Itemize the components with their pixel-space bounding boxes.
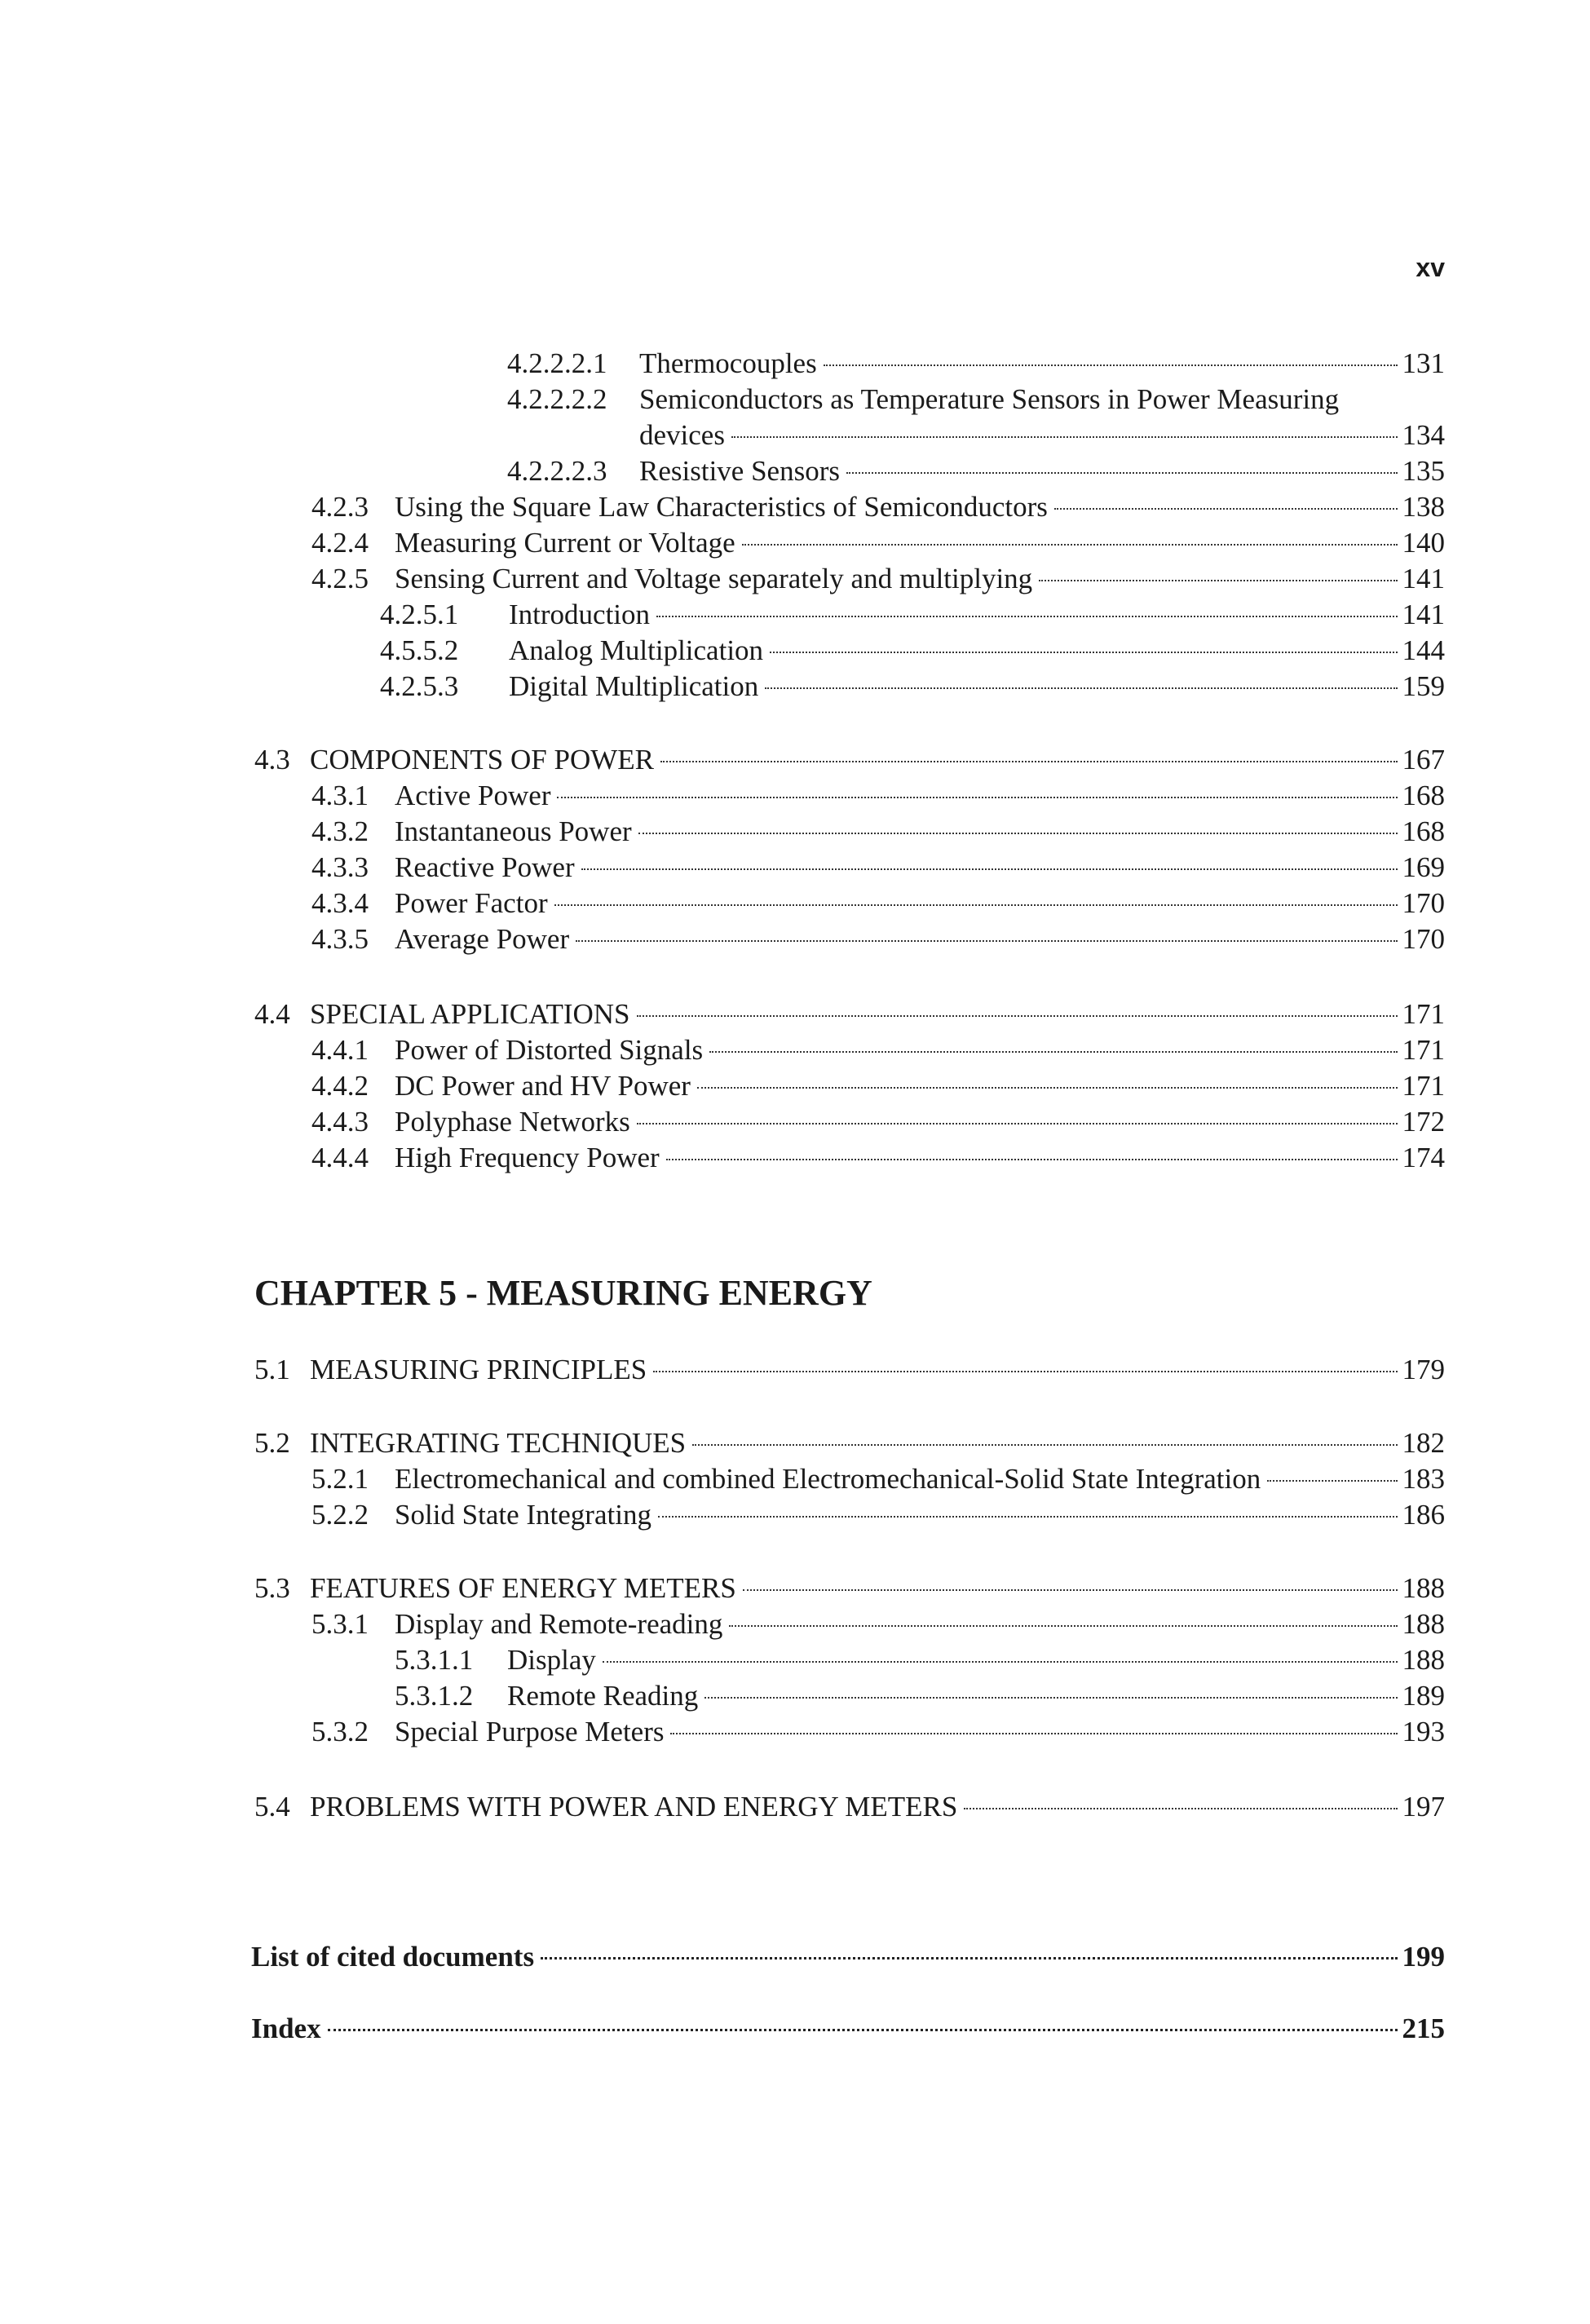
toc-entry-number: 4.2.2.2.1 — [507, 347, 607, 379]
dot-leader — [666, 1159, 1398, 1160]
dot-leader — [1054, 508, 1398, 510]
toc-back-matter-entry[interactable] — [251, 2011, 1445, 2047]
toc-entry-page: 170 — [1402, 887, 1445, 919]
toc-entry-page: 171 — [1402, 1034, 1445, 1066]
toc-section-entry[interactable] — [254, 1425, 1445, 1461]
toc-entry[interactable] — [311, 921, 1445, 957]
dot-leader — [824, 365, 1398, 366]
dot-leader — [554, 904, 1398, 906]
toc-entry-number: 5.2.2 — [311, 1499, 369, 1531]
toc-entry-title: Polyphase Networks — [395, 1106, 630, 1138]
toc-entry[interactable] — [380, 669, 1445, 705]
toc-entry-title: Solid State Integrating — [395, 1499, 651, 1531]
dot-leader — [697, 1087, 1398, 1089]
toc-entry-number: 4.2.5.1 — [380, 599, 459, 630]
toc-entry-title: Average Power — [395, 923, 570, 955]
toc-entry-number: 5.3.1 — [311, 1608, 369, 1640]
toc-entry-number: 4.3.1 — [311, 780, 369, 811]
toc-entry-number: 4.2.5.3 — [380, 670, 459, 702]
toc-entry-number: 5.2 — [254, 1427, 290, 1459]
toc-entry-title: Index — [251, 2013, 321, 2044]
toc-entry[interactable] — [507, 346, 1445, 382]
toc-entry[interactable] — [311, 1104, 1445, 1140]
dot-leader — [742, 544, 1398, 546]
toc-entry-title: Measuring Current or Voltage — [395, 527, 735, 559]
toc-entry[interactable] — [311, 525, 1445, 561]
toc-section-entry[interactable] — [254, 1352, 1445, 1388]
toc-entry-title: Thermocouples — [639, 347, 817, 379]
toc-entry[interactable] — [311, 1606, 1445, 1642]
toc-entry-page: 168 — [1402, 780, 1445, 811]
dot-leader — [770, 652, 1397, 653]
toc-entry-title: High Frequency Power — [395, 1142, 660, 1173]
toc-entry-title: Special Purpose Meters — [395, 1716, 665, 1747]
toc-entry-title: Sensing Current and Voltage separately and multiplying — [395, 563, 1033, 594]
dot-leader — [576, 940, 1397, 942]
toc-entry-number: 4.2.3 — [311, 491, 369, 523]
toc-entry-number: 4.4 — [254, 998, 290, 1030]
toc-entry-title: Reactive Power — [395, 851, 575, 883]
toc-entry[interactable] — [507, 382, 1445, 418]
toc-entry-number: 5.3.1.1 — [395, 1644, 474, 1676]
toc-entry-number: 4.4.2 — [311, 1070, 369, 1102]
dot-leader — [729, 1625, 1397, 1627]
toc-section-entry[interactable] — [254, 1789, 1445, 1825]
toc-entry-number: 4.2.2.2.2 — [507, 383, 607, 415]
toc-entry-number: 5.1 — [254, 1354, 290, 1385]
dot-leader — [658, 1516, 1398, 1518]
toc-entry-title: Power Factor — [395, 887, 548, 919]
dot-leader — [743, 1589, 1398, 1591]
dot-leader — [964, 1808, 1397, 1809]
toc-entry-number: 4.3.3 — [311, 851, 369, 883]
toc-entry-page: 131 — [1402, 347, 1445, 379]
toc-entry[interactable] — [311, 1140, 1445, 1176]
dot-leader — [1039, 580, 1397, 581]
dot-leader — [709, 1051, 1397, 1053]
toc-entry-number: 4.5.5.2 — [380, 634, 459, 666]
toc-entry[interactable] — [311, 778, 1445, 814]
toc-entry-page: 167 — [1402, 744, 1445, 775]
toc-entry-page: 215 — [1402, 2013, 1445, 2044]
toc-entry[interactable] — [311, 1461, 1445, 1497]
toc-entry[interactable] — [311, 1714, 1445, 1750]
toc-entry-title: Active Power — [395, 780, 551, 811]
toc-entry-number: 5.4 — [254, 1791, 290, 1823]
dot-leader — [656, 616, 1397, 617]
toc-entry-number: 4.4.1 — [311, 1034, 369, 1066]
toc-section-entry[interactable] — [254, 996, 1445, 1032]
toc-entry-page: 140 — [1402, 527, 1445, 559]
toc-entry-page: 199 — [1402, 1941, 1445, 1973]
dot-leader — [603, 1661, 1398, 1663]
toc-entry-title: Resistive Sensors — [639, 455, 840, 487]
toc-entry-number: 4.2.5 — [311, 563, 369, 594]
toc-entry[interactable] — [311, 561, 1445, 597]
toc-entry-title: SPECIAL APPLICATIONS — [310, 998, 630, 1030]
toc-entry-number: 4.3.4 — [311, 887, 369, 919]
toc-entry-page: 172 — [1402, 1106, 1445, 1138]
toc-entry-page: 188 — [1402, 1644, 1445, 1676]
dot-leader — [731, 436, 1398, 438]
toc-entry[interactable] — [311, 1032, 1445, 1068]
toc-entry-page: 188 — [1402, 1608, 1445, 1640]
dot-leader — [670, 1733, 1397, 1734]
toc-entry-title: INTEGRATING TECHNIQUES — [310, 1427, 687, 1459]
toc-entry-title: MEASURING PRINCIPLES — [310, 1354, 647, 1385]
toc-entry-page: 138 — [1402, 491, 1445, 523]
toc-entry-page: 169 — [1402, 851, 1445, 883]
toc-entry-page: 182 — [1402, 1427, 1445, 1459]
toc-entry-title: List of cited documents — [251, 1941, 535, 1973]
toc-entry-title: Analog Multiplication — [509, 634, 764, 666]
toc-entry-page: 188 — [1402, 1572, 1445, 1604]
toc-entry-page: 174 — [1402, 1142, 1445, 1173]
toc-entry[interactable] — [507, 453, 1445, 489]
toc-entry-title: Remote Reading — [507, 1680, 699, 1712]
toc-back-matter-entry[interactable] — [251, 1939, 1445, 1975]
dot-leader — [653, 1371, 1397, 1372]
toc-entry-number: 4.2.2.2.3 — [507, 455, 607, 487]
toc-entry-title: devices — [639, 419, 725, 451]
dot-leader — [692, 1444, 1397, 1446]
toc-entry-title: Display and Remote-reading — [395, 1608, 723, 1640]
toc-entry-page: 141 — [1402, 563, 1445, 594]
toc-entry-number: 5.3.2 — [311, 1716, 369, 1747]
toc-entry-number: 4.2.4 — [311, 527, 369, 559]
toc-entry[interactable] — [311, 886, 1445, 921]
toc-entry-title: Digital Multiplication — [509, 670, 759, 702]
toc-entry-number: 4.4.3 — [311, 1106, 369, 1138]
dot-leader — [637, 1015, 1398, 1017]
toc-entry-title: DC Power and HV Power — [395, 1070, 691, 1102]
chapter-heading: CHAPTER 5 - MEASURING ENERGY — [254, 1273, 872, 1313]
toc-entry-number: 4.3.5 — [311, 923, 369, 955]
toc-entry-title: Electromechanical and combined Electromechanical-Solid State Integration — [395, 1463, 1261, 1495]
toc-entry-page: 171 — [1402, 1070, 1445, 1102]
toc-entry-page: 144 — [1402, 634, 1445, 666]
toc-entry[interactable] — [311, 489, 1445, 525]
toc-entry-page: 183 — [1402, 1463, 1445, 1495]
toc-entry-page: 170 — [1402, 923, 1445, 955]
toc-entry[interactable] — [311, 1068, 1445, 1104]
dot-leader — [557, 797, 1397, 798]
toc-entry[interactable] — [380, 633, 1445, 669]
toc-entry-page: 193 — [1402, 1716, 1445, 1747]
dot-leader — [1267, 1480, 1397, 1482]
toc-entry-title: Power of Distorted Signals — [395, 1034, 704, 1066]
toc-entry-number: 5.2.1 — [311, 1463, 369, 1495]
toc-entry-number: 4.3 — [254, 744, 290, 775]
toc-entry-number: 4.4.4 — [311, 1142, 369, 1173]
toc-entry[interactable] — [311, 1497, 1445, 1533]
toc-entry-page: 134 — [1402, 419, 1445, 451]
dot-leader — [637, 1123, 1398, 1124]
toc-entry-title: COMPONENTS OF POWER — [310, 744, 654, 775]
toc-entry[interactable] — [395, 1642, 1445, 1678]
toc-entry-page: 197 — [1402, 1791, 1445, 1823]
toc-entry-continuation[interactable] — [639, 418, 1445, 453]
toc-entry-page: 141 — [1402, 599, 1445, 630]
toc-section-entry[interactable] — [254, 1571, 1445, 1606]
toc-entry-title: Display — [507, 1644, 596, 1676]
dot-leader — [704, 1697, 1397, 1699]
dot-leader — [328, 2029, 1398, 2031]
page-number: xv — [1416, 253, 1445, 282]
toc-entry[interactable] — [395, 1678, 1445, 1714]
toc-entry-title: PROBLEMS WITH POWER AND ENERGY METERS — [310, 1791, 958, 1823]
toc-entry-title: Semiconductors as Temperature Sensors in Power Measuring — [639, 383, 1340, 415]
toc-entry-title: Using the Square Law Characteristics of Semiconductors — [395, 491, 1048, 523]
toc-entry[interactable] — [311, 850, 1445, 886]
toc-entry-page: 179 — [1402, 1354, 1445, 1385]
toc-entry-page: 171 — [1402, 998, 1445, 1030]
dot-leader — [581, 868, 1398, 870]
dot-leader — [660, 761, 1398, 762]
toc-entry-number: 5.3.1.2 — [395, 1680, 474, 1712]
toc-entry-title: Introduction — [509, 599, 651, 630]
toc-entry-page: 186 — [1402, 1499, 1445, 1531]
toc-section-entry[interactable] — [254, 742, 1445, 778]
toc-entry[interactable] — [380, 597, 1445, 633]
toc-entry[interactable] — [311, 814, 1445, 850]
toc-entry-number: 5.3 — [254, 1572, 290, 1604]
dot-leader — [846, 472, 1398, 474]
toc-entry-page: 159 — [1402, 670, 1445, 702]
dot-leader — [765, 687, 1397, 689]
dot-leader — [541, 1957, 1397, 1959]
toc-entry-title: Instantaneous Power — [395, 815, 632, 847]
toc-entry-number: 4.3.2 — [311, 815, 369, 847]
toc-entry-page: 168 — [1402, 815, 1445, 847]
dot-leader — [638, 833, 1398, 834]
toc-entry-page: 135 — [1402, 455, 1445, 487]
toc-entry-title: FEATURES OF ENERGY METERS — [310, 1572, 736, 1604]
toc-entry-page: 189 — [1402, 1680, 1445, 1712]
